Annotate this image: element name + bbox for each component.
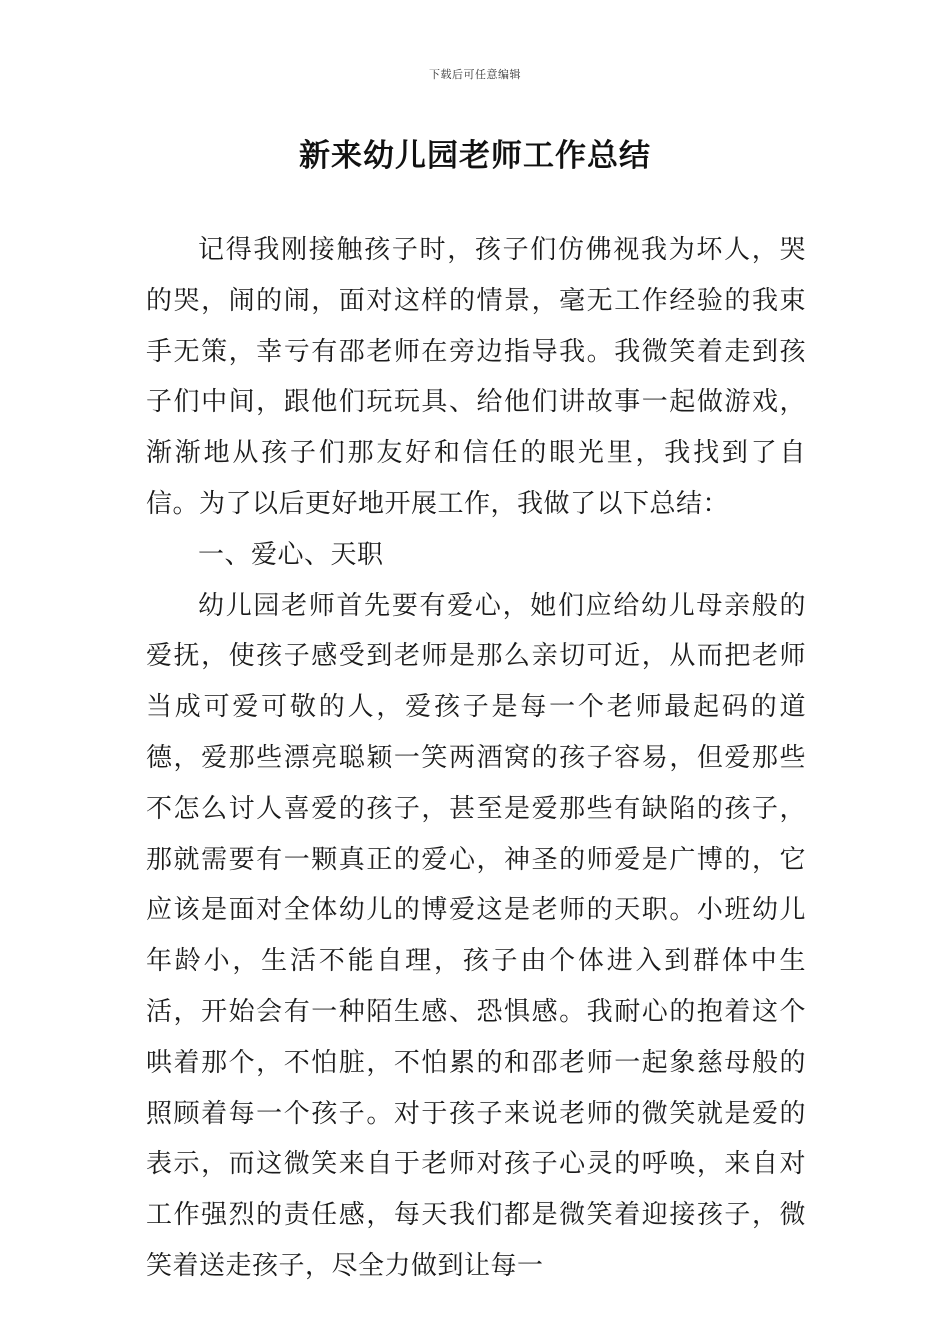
paragraph-intro: 记得我刚接触孩子时，孩子们仿佛视我为坏人，哭的哭，闹的闹，面对这样的情景，毫无工作经验的我束手无策，幸亏有邵老师在旁边指导我。我微笑着走到孩子们中间，跟他们玩玩具、给他们讲故事一起做游戏，渐渐地从孩子们那友好和信任的眼光里，我找到了自信。为了以后更好地开展工作，我做了以下总结： xyxy=(146,235,806,519)
document-title: 新来幼儿园老师工作总结 xyxy=(299,138,651,174)
header-note: 下载后可任意编辑 xyxy=(429,68,521,81)
document-body xyxy=(146,225,806,1292)
paragraph-love: 幼儿园老师首先要有爱心，她们应给幼儿母亲般的爱抚，使孩子感受到老师是那么亲切可近，从而把老师当成可爱可敬的人，爱孩子是每一个老师最起码的道德，爱那些漂亮聪颖一笑两酒窝的孩子容易，但爱那些不怎么讨人喜爱的孩子，甚至是爱那些有缺陷的孩子，那就需要有一颗真正的爱心，神圣的师爱是广博的，它应该是面对全体幼儿的博爱这是老师的天职。小班幼儿年龄小，生活不能自理，孩子由个体进入到群体中生活，开始会有一种陌生感、恐惧感。我耐心的抱着这个哄着那个，不怕脏，不怕累的和邵老师一起象慈母般的照顾着每一个孩子。对于孩子来说老师的微笑就是爱的表示，而这微笑来自于老师对孩子心灵的呼唤，来自对工作强烈的责任感，每天我们都是微笑着迎接孩子，微笑着送走孩子，尽全力做到让每一 xyxy=(146,590,806,1281)
section-heading: 一、爱心、天职 xyxy=(198,539,384,570)
